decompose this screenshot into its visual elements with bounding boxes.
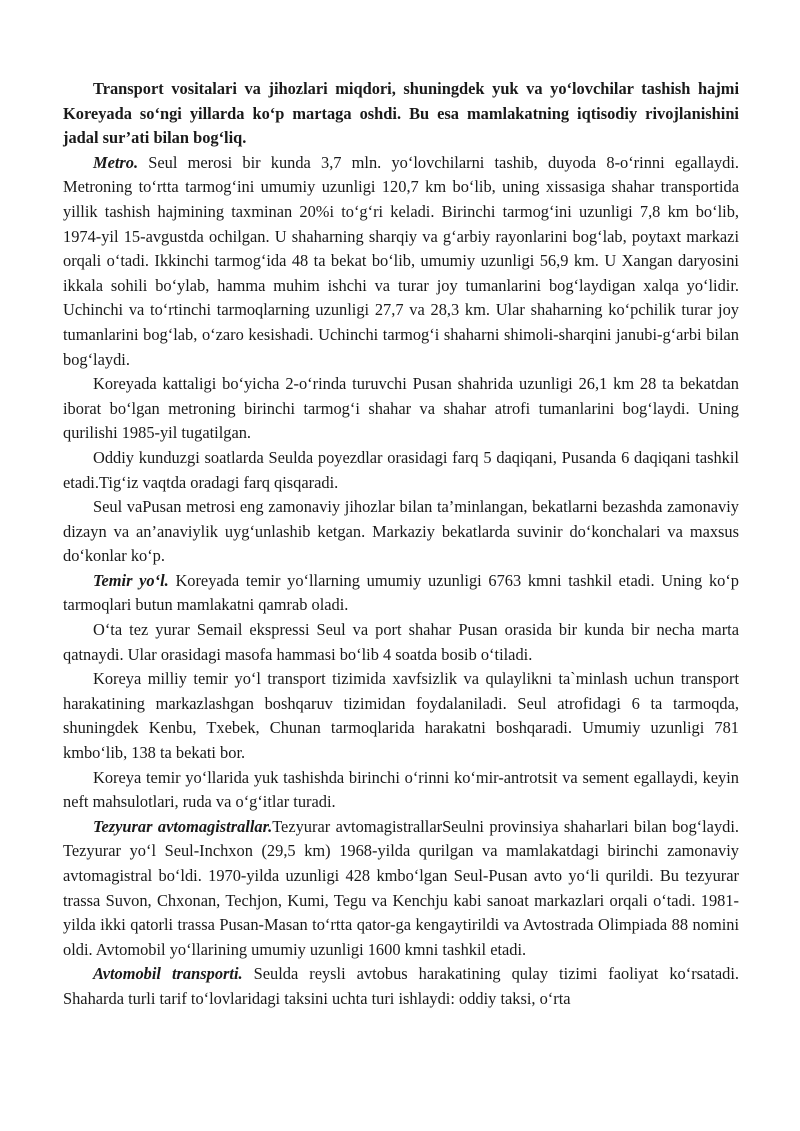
section-heading-railway: Temir yo‘l. [93, 570, 169, 590]
paragraph-text: Tezyurar avtomagistrallarSeulni provinsiya shaharlari bilan bog‘laydi. Tezyurar yo‘l Seul-Inchxon (29,5 km) 1968-yilda qurilgan va mamlakatdagi birinchi zamonaviy avtomagistral bo‘ldi. 1970-yilda uzunligi 428 kmbo‘lgan Seul-Pusan avto yo‘li qurildi. Bu tezyurar trassa Suvon, Chxonan, Techjon, Kumi, Tegu va Kenchju kabi sanoat markazlari orqali o‘tadi. 1981-yilda ikki qatorli trassa Pusan-Masan to‘rtta qator-ga kengaytirildi va Avtostrada Olimpiada 88 nomini oldi. Avtomobil yo‘llarining umumiy uzunligi 1600 kmni tashkil etadi. [63, 816, 739, 959]
paragraph-auto-transport [63, 962, 739, 1011]
paragraph-metro [63, 151, 739, 372]
paragraph-pusan-metro [63, 372, 739, 446]
paragraph-freight [63, 766, 739, 815]
paragraph-railway [63, 569, 739, 618]
paragraph-text: O‘ta tez yurar Semail ekspressi Seul va port shahar Pusan orasida bir kunda bir necha marta qatnaydi. Ular orasidagi masofa hammasi bo‘lib 4 soatda bosib o‘tiladi. [63, 620, 739, 664]
paragraph-express [63, 618, 739, 667]
section-heading-metro: Metro. [93, 152, 139, 172]
section-heading-auto-transport: Avtomobil transporti. [93, 964, 243, 984]
document-page [63, 77, 739, 1012]
paragraph-text: Koreyada temir yo‘llarning umumiy uzunligi 6763 kmni tashkil etadi. Uning ko‘p tarmoqlari butun mamlakatni qamrab oladi. [63, 570, 739, 615]
paragraph-rail-control [63, 667, 739, 765]
paragraph-text: Oddiy kunduzgi soatlarda Seulda poyezdlar orasidagi farq 5 daqiqani, Pusanda 6 daqiqani tashkil etadi.Tig‘iz vaqtda oradagi farq qisqaradi. [63, 447, 739, 492]
paragraph-text: Seul merosi bir kunda 3,7 mln. yo‘lovchilarni tashib, duyoda 8-o‘rinni egallaydi. Metroning to‘rtta tarmog‘ini umumiy uzunligi 120,7 km bo‘lib, uning xissasiga shahar transportida yillik tashish hajmining taxminan 20%i to‘g‘ri keladi. Birinchi tarmog‘ini uzunligi 7,8 km bo‘lib, 1974-yil 15-avgustda ochilgan. U shaharning sharqiy va g‘arbiy rayonlarini bog‘lab, poytaxt markazi orqali o‘tadi. Ikkinchi tarmog‘ida 48 ta bekat bo‘lib, umumiy uzunligi 56,9 km. U Xangan daryosini ikkala sohili bo‘ylab, hamma muhim ishchi va turar joy tumanlarini bog‘laydigan xalqa yo‘lidir. Uchinchi va to‘rtinchi tarmoqlarning uzunligi 27,7 va 28,3 km. Ular shaharning ko‘pchilik turar joy tumanlarini bog‘lab, o‘zaro kesishadi. Uchinchi tarmog‘i shaharni shimoli-sharqini janubi-g‘arbi bilan bog‘laydi. [63, 152, 739, 369]
section-heading-highways: Tezyurar avtomagistrallar. [93, 816, 273, 836]
paragraph-text: Seul vaPusan metrosi eng zamonaviy jihozlar bilan ta’minlangan, bekatlarni bezashda zamonaviy dizayn va an’anaviylik uyg‘unlashib ketgan. Markaziy bekatlarda suvinir do‘konchalari va maxsus do‘konlar ko‘p. [63, 497, 739, 566]
paragraph-text: Koreyada kattaligi bo‘yicha 2-o‘rinda turuvchi Pusan shahrida uzunligi 26,1 km 28 ta bekatdan iborat bo‘lgan metroning birinchi tarmog‘i shahar va shahar atrofi tumanlarini bog‘laydi. Uning qurilishi 1985-yil tugatilgan. [63, 374, 739, 443]
intro-paragraph: Transport vositalari va jihozlari miqdori, shuningdek yuk va yo‘lovchilar tashish hajmi Koreyada so‘ngi yillarda ko‘p martaga oshdi. Bu esa mamlakatning iqtisodiy rivojlanishini jadal sur’ati bilan bog‘liq. [63, 79, 739, 148]
paragraph-intervals [63, 446, 739, 495]
paragraph-metro-design [63, 495, 739, 569]
paragraph-text: Koreya milliy temir yo‘l transport tizimida xavfsizlik va qulaylikni ta`minlash uchun transport harakatining markazlashgan boshqaruv tizimidan foydalaniladi. Seul atrofidagi 6 ta tarmoqda, shuningdek Kenbu, Txebek, Chunan tarmoqlarida harakatni boshqaradi. Umumiy uzunligi 781 kmbo‘lib, 138 ta bekati bor. [63, 669, 739, 763]
paragraph-text: Koreya temir yo‘llarida yuk tashishda birinchi o‘rinni ko‘mir-antrotsit va sement egallaydi, keyin neft mahsulotlari, ruda va o‘g‘itlar turadi. [63, 767, 739, 812]
paragraph-highways [63, 815, 739, 963]
paragraph-text: Seulda reysli avtobus harakatining qulay tizimi faoliyat ko‘rsatadi. Shaharda turli tarif to‘lovlaridagi taksini uchta turi ishlaydi: oddiy taksi, o‘rta [63, 964, 739, 1008]
